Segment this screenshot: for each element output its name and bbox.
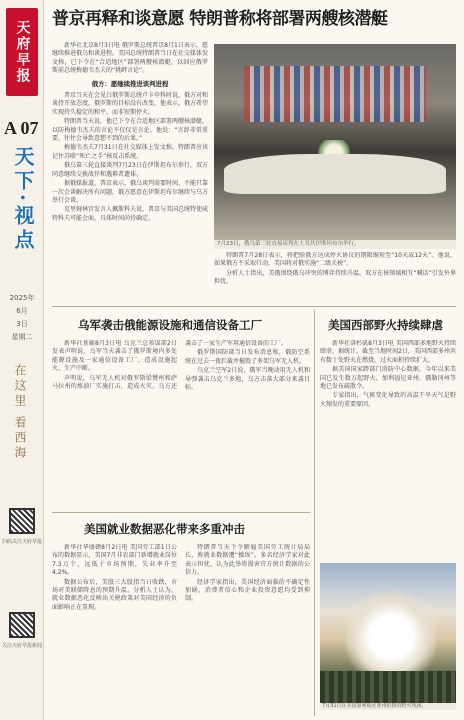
paragraph: 新华社华盛顿8月2日电 美国劳工部1日公布的数据显示，美国7月非农部门新增就业岗位7.3万个，远低于市场预期，失业率升至4.2%。: [52, 544, 177, 577]
paragraph: 克里姆林宫发言人佩斯科夫说，普京与美国总统特使威特科夫可能会面，具体时间尚待确定。: [52, 206, 208, 222]
subhead: 俄方：愿继续推进谈判进程: [91, 79, 169, 88]
paragraph: 特朗普当天说，他已下令在合适地区部署两艘核潜艇，以防梅德韦杰夫的言论不仅仅是言论。他说：“言辞非常重要，往往会导致意想不到的后果。”: [52, 118, 208, 143]
photo-caption: 7月23日，俄乌第三轮直接谈判在土耳其伊斯坦布尔举行。: [214, 240, 456, 249]
paragraph: 经济学家指出，美国经济面临的不确定性加剧，消费者信心和企业投资意愿均受到抑制。: [185, 578, 310, 603]
paragraph: 俄乌第三轮直接谈判7月23日在伊斯坦布尔举行，双方同意继续交换战俘和遇难者遗体。: [52, 162, 208, 178]
paragraph: 梅德韦杰夫7月31日在社交媒体上发文称，特朗普应该记住苏联“死亡之手”核反击系统。: [52, 144, 208, 160]
masthead-logo: 天府早报: [6, 8, 38, 96]
paragraph: 新华社北京8月3日电 俄罗斯总统普京8月1日表示，愿继续推进俄乌和谈进程。美国总统特朗普当日在社交媒体发文称，已下令在“合适地区”部署两艘核潜艇，以回应俄罗斯前总统梅德韦杰夫的“挑衅言论”。: [52, 42, 208, 75]
paragraph: 普京当天在会见白俄罗斯总统卢卡申科时说，俄方对和谈持开放态度，俄罗斯的目标没有改变。他表示，俄方希望实现持久稳定的和平，而非短期停火。: [52, 92, 208, 116]
qr-code-icon[interactable]: [9, 508, 35, 534]
photo-caption: 7月31日在美国加利福尼亚州拍摄的野火现场。: [320, 703, 456, 710]
qr-label: 扫码关注天府早报: [2, 539, 43, 545]
photo-negotiation: [214, 44, 456, 240]
paragraph: 专家指出，气候变化导致的高温干旱天气是野火频发的重要原因。: [320, 392, 456, 408]
section-name: 天下·视点: [11, 146, 35, 253]
paragraph: 分析人士指出，美俄围绕俄乌冲突的博弈持续升温，双方在核领域相互“喊话”引发外界担忧。: [214, 269, 456, 286]
lead-article-body: [52, 42, 208, 290]
page-number: A 07: [4, 118, 39, 138]
article-title: 乌军袭击俄能源设施和通信设备工厂: [78, 318, 262, 332]
paragraph: 新华社洛杉矶8月3日电 美国西部多地野火持续肆虐。据统计，截至当地时间2日，美国西部多州共有数十处野火在燃烧，过火面积持续扩大。: [320, 340, 456, 364]
masthead: [2, 6, 42, 98]
lead-article-continuation: [214, 252, 456, 300]
paragraph: 数据公布后，美股三大股指当日收跌，市场对美联储降息的预期升温。分析人士认为，就业数据恶化反映出关税政策对美国经济的负面影响正在显现。: [52, 578, 177, 611]
article-body-ukraine: [52, 340, 310, 508]
photo-wildfire: [320, 563, 456, 703]
qr-label: 关注天府早报新闻: [2, 643, 43, 649]
slogan: 在这里 看西海: [13, 364, 27, 461]
date-weekday: 星期二: [11, 333, 33, 341]
paragraph: 据美国国家跨部门消防中心数据，今年以来美国已发生数万起野火。加利福尼亚州、俄勒冈州等地已发布疏散令。: [320, 366, 456, 391]
date-year: 2025年: [9, 294, 35, 302]
article-title: 美国就业数据恶化带来多重冲击: [84, 522, 245, 536]
paragraph: 据俄媒报道，普京表示，俄乌谈判需要时间，不能只靠一次会谈解决所有问题，俄方愿意在伊斯坦布尔继续与乌方举行会谈。: [52, 180, 208, 204]
article-body-wildfire: [320, 340, 456, 558]
qr-code-icon[interactable]: [9, 612, 35, 638]
main-headline: 普京再释和谈意愿 特朗普称将部署两艘核潜艇: [52, 9, 388, 29]
paragraph: 声明说，乌军无人机对俄罗斯梁赞州和萨马拉州的炼油厂实施打击，造成火灾。乌方还袭击了一家生产军用通信设备的工厂。: [52, 340, 288, 391]
article-title: 美国西部野火持续肆虐: [328, 318, 443, 332]
paragraph: 新华社基辅8月3日电 乌克兰总参谋部2日发表声明说，乌军当天袭击了俄罗斯境内多处能源设施及一家通信设备工厂，造成设施起火、生产中断。: [52, 340, 177, 373]
article-body-jobs: [52, 544, 310, 714]
date-month: 6月: [16, 307, 28, 315]
page-main: [48, 0, 460, 720]
paragraph: 乌克兰空军2日说，俄军当晚动用无人机和导弹袭击乌克兰多地，乌方击落大部分来袭目标。: [185, 367, 310, 392]
paragraph: 特朗普当天下令解雇美国劳工统计局局长，称就业数据遭“操纵”。多名经济学家对此表示担忧，认为此举将损害官方统计数据的公信力。: [185, 544, 310, 577]
sidebar: [0, 0, 44, 720]
paragraph: 特朗普7月28日表示，将把给俄方达成停火协议的期限缩短至“10天或12天”。他说，如果俄方不采取行动，美国将对俄实施“二级关税”。: [214, 252, 456, 268]
date-day: 3日: [16, 320, 28, 328]
paragraph: 俄罗斯国防部当日发布消息称，俄防空系统在过去一夜拦截并摧毁了多架乌军无人机。: [185, 349, 310, 365]
dateline: [8, 292, 36, 344]
